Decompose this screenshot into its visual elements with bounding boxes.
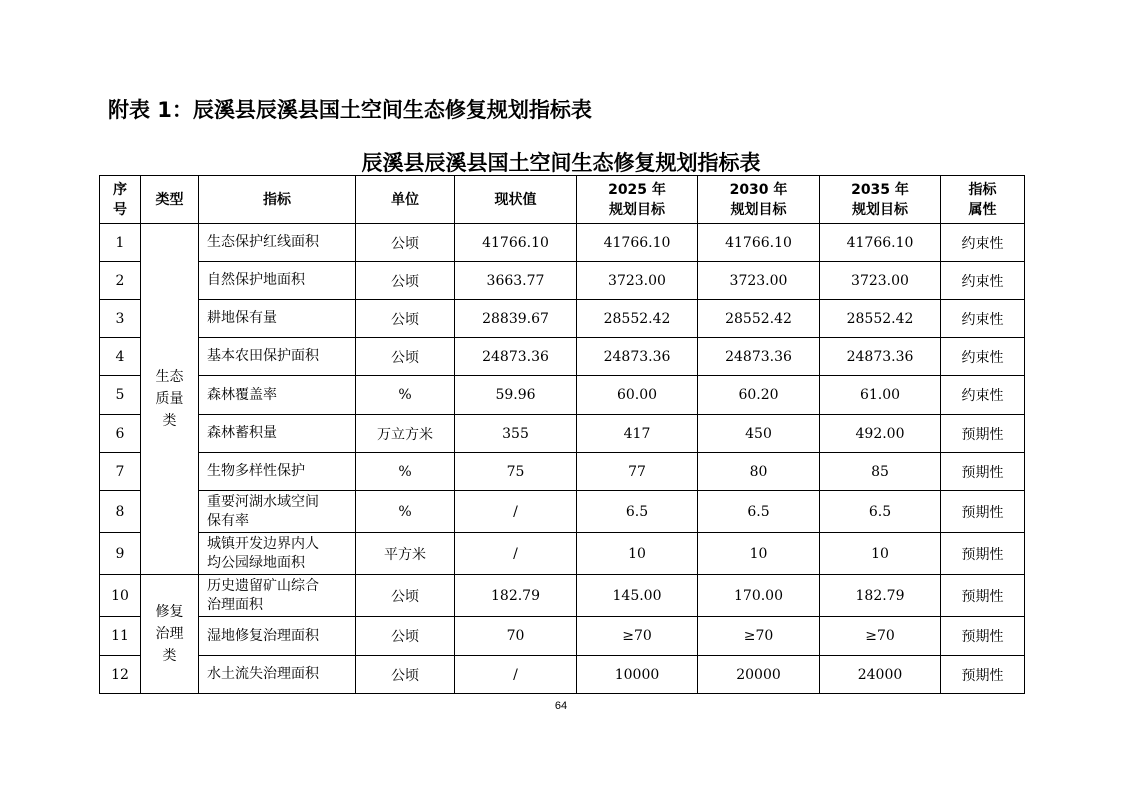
cell-unit: 公顷 [356, 300, 455, 338]
page-number: 64 [554, 700, 568, 712]
cell-2030: 80 [698, 453, 820, 491]
cell-2025: 3723.00 [577, 262, 698, 300]
cell-seq: 7 [100, 453, 141, 491]
cell-indicator: 城镇开发边界内人 均公园绿地面积 [199, 533, 356, 575]
cell-2030: 3723.00 [698, 262, 820, 300]
header-2025: 2025 年 规划目标 [577, 176, 698, 224]
table-row [100, 656, 1025, 694]
header-2035: 2035 年 规划目标 [820, 176, 941, 224]
table-row [100, 338, 1025, 376]
cell-indicator: 生物多样性保护 [199, 453, 356, 491]
header-unit: 单位 [356, 176, 455, 224]
cell-2025: 24873.36 [577, 338, 698, 376]
cell-type: 生态 质量 类 [141, 224, 199, 575]
cell-2025: 77 [577, 453, 698, 491]
table-title: 辰溪县辰溪县国土空间生态修复规划指标表 [361, 151, 761, 175]
appendix-heading: 附表 1：辰溪县辰溪县国土空间生态修复规划指标表 [108, 98, 592, 122]
cell-2035: 24000 [820, 656, 941, 694]
cell-indicator: 水土流失治理面积 [199, 656, 356, 694]
table-row [100, 617, 1025, 656]
cell-current: / [455, 656, 577, 694]
cell-attr: 预期性 [941, 617, 1025, 656]
cell-2025: ≥70 [577, 617, 698, 656]
cell-attr: 预期性 [941, 656, 1025, 694]
cell-unit: 公顷 [356, 617, 455, 656]
cell-current: 3663.77 [455, 262, 577, 300]
cell-attr: 约束性 [941, 300, 1025, 338]
header-attr: 指标 属性 [941, 176, 1025, 224]
cell-2030: 28552.42 [698, 300, 820, 338]
cell-seq: 6 [100, 415, 141, 453]
cell-seq: 1 [100, 224, 141, 262]
cell-2030: 20000 [698, 656, 820, 694]
cell-2035: 85 [820, 453, 941, 491]
table-row [100, 300, 1025, 338]
cell-attr: 约束性 [941, 376, 1025, 415]
cell-current: 24873.36 [455, 338, 577, 376]
cell-type: 修复 治理 类 [141, 575, 199, 694]
cell-current: 70 [455, 617, 577, 656]
table-row [100, 453, 1025, 491]
cell-unit: 公顷 [356, 262, 455, 300]
cell-unit: 公顷 [356, 224, 455, 262]
cell-current: 75 [455, 453, 577, 491]
cell-2025: 6.5 [577, 491, 698, 533]
cell-unit: % [356, 453, 455, 491]
header-indicator: 指标 [199, 176, 356, 224]
cell-2035: 41766.10 [820, 224, 941, 262]
cell-attr: 预期性 [941, 415, 1025, 453]
cell-attr: 预期性 [941, 491, 1025, 533]
cell-2035: 24873.36 [820, 338, 941, 376]
cell-seq: 11 [100, 617, 141, 656]
cell-2025: 10 [577, 533, 698, 575]
cell-unit: 公顷 [356, 338, 455, 376]
table-row [100, 491, 1025, 533]
cell-indicator: 湿地修复治理面积 [199, 617, 356, 656]
cell-seq: 12 [100, 656, 141, 694]
cell-2035: 28552.42 [820, 300, 941, 338]
cell-seq: 10 [100, 575, 141, 617]
table-row [100, 533, 1025, 575]
cell-2025: 10000 [577, 656, 698, 694]
cell-2025: 417 [577, 415, 698, 453]
cell-2030: 6.5 [698, 491, 820, 533]
cell-2025: 41766.10 [577, 224, 698, 262]
table-row [100, 376, 1025, 415]
cell-unit: 公顷 [356, 575, 455, 617]
cell-2025: 145.00 [577, 575, 698, 617]
header-seq: 序 号 [100, 176, 141, 224]
cell-seq: 3 [100, 300, 141, 338]
cell-unit: % [356, 376, 455, 415]
cell-2035: 6.5 [820, 491, 941, 533]
cell-indicator: 基本农田保护面积 [199, 338, 356, 376]
cell-attr: 约束性 [941, 262, 1025, 300]
cell-indicator: 自然保护地面积 [199, 262, 356, 300]
cell-current: 28839.67 [455, 300, 577, 338]
header-row [100, 176, 1025, 224]
cell-2035: 492.00 [820, 415, 941, 453]
cell-attr: 预期性 [941, 575, 1025, 617]
cell-seq: 4 [100, 338, 141, 376]
cell-indicator: 耕地保有量 [199, 300, 356, 338]
cell-current: 182.79 [455, 575, 577, 617]
cell-attr: 约束性 [941, 224, 1025, 262]
cell-current: / [455, 533, 577, 575]
cell-2035: 182.79 [820, 575, 941, 617]
table-row [100, 262, 1025, 300]
cell-2030: ≥70 [698, 617, 820, 656]
cell-attr: 预期性 [941, 533, 1025, 575]
cell-seq: 5 [100, 376, 141, 415]
cell-indicator: 森林蓄积量 [199, 415, 356, 453]
cell-2035: 10 [820, 533, 941, 575]
table-row [100, 224, 1025, 262]
cell-2030: 24873.36 [698, 338, 820, 376]
cell-current: 41766.10 [455, 224, 577, 262]
cell-2030: 450 [698, 415, 820, 453]
cell-attr: 预期性 [941, 453, 1025, 491]
header-type: 类型 [141, 176, 199, 224]
indicator-table [99, 175, 1025, 694]
cell-2030: 60.20 [698, 376, 820, 415]
cell-indicator: 生态保护红线面积 [199, 224, 356, 262]
cell-2035: 61.00 [820, 376, 941, 415]
cell-attr: 约束性 [941, 338, 1025, 376]
table-row [100, 415, 1025, 453]
cell-current: 59.96 [455, 376, 577, 415]
cell-2030: 10 [698, 533, 820, 575]
cell-unit: % [356, 491, 455, 533]
cell-indicator: 森林覆盖率 [199, 376, 356, 415]
cell-current: / [455, 491, 577, 533]
header-2030: 2030 年 规划目标 [698, 176, 820, 224]
cell-2030: 41766.10 [698, 224, 820, 262]
cell-unit: 平方米 [356, 533, 455, 575]
cell-2030: 170.00 [698, 575, 820, 617]
cell-seq: 8 [100, 491, 141, 533]
cell-indicator: 历史遗留矿山综合 治理面积 [199, 575, 356, 617]
cell-seq: 9 [100, 533, 141, 575]
cell-unit: 万立方米 [356, 415, 455, 453]
cell-2025: 60.00 [577, 376, 698, 415]
cell-indicator: 重要河湖水域空间 保有率 [199, 491, 356, 533]
cell-seq: 2 [100, 262, 141, 300]
cell-2035: ≥70 [820, 617, 941, 656]
cell-current: 355 [455, 415, 577, 453]
cell-2025: 28552.42 [577, 300, 698, 338]
cell-unit: 公顷 [356, 656, 455, 694]
header-current: 现状值 [455, 176, 577, 224]
table-row [100, 575, 1025, 617]
cell-2035: 3723.00 [820, 262, 941, 300]
